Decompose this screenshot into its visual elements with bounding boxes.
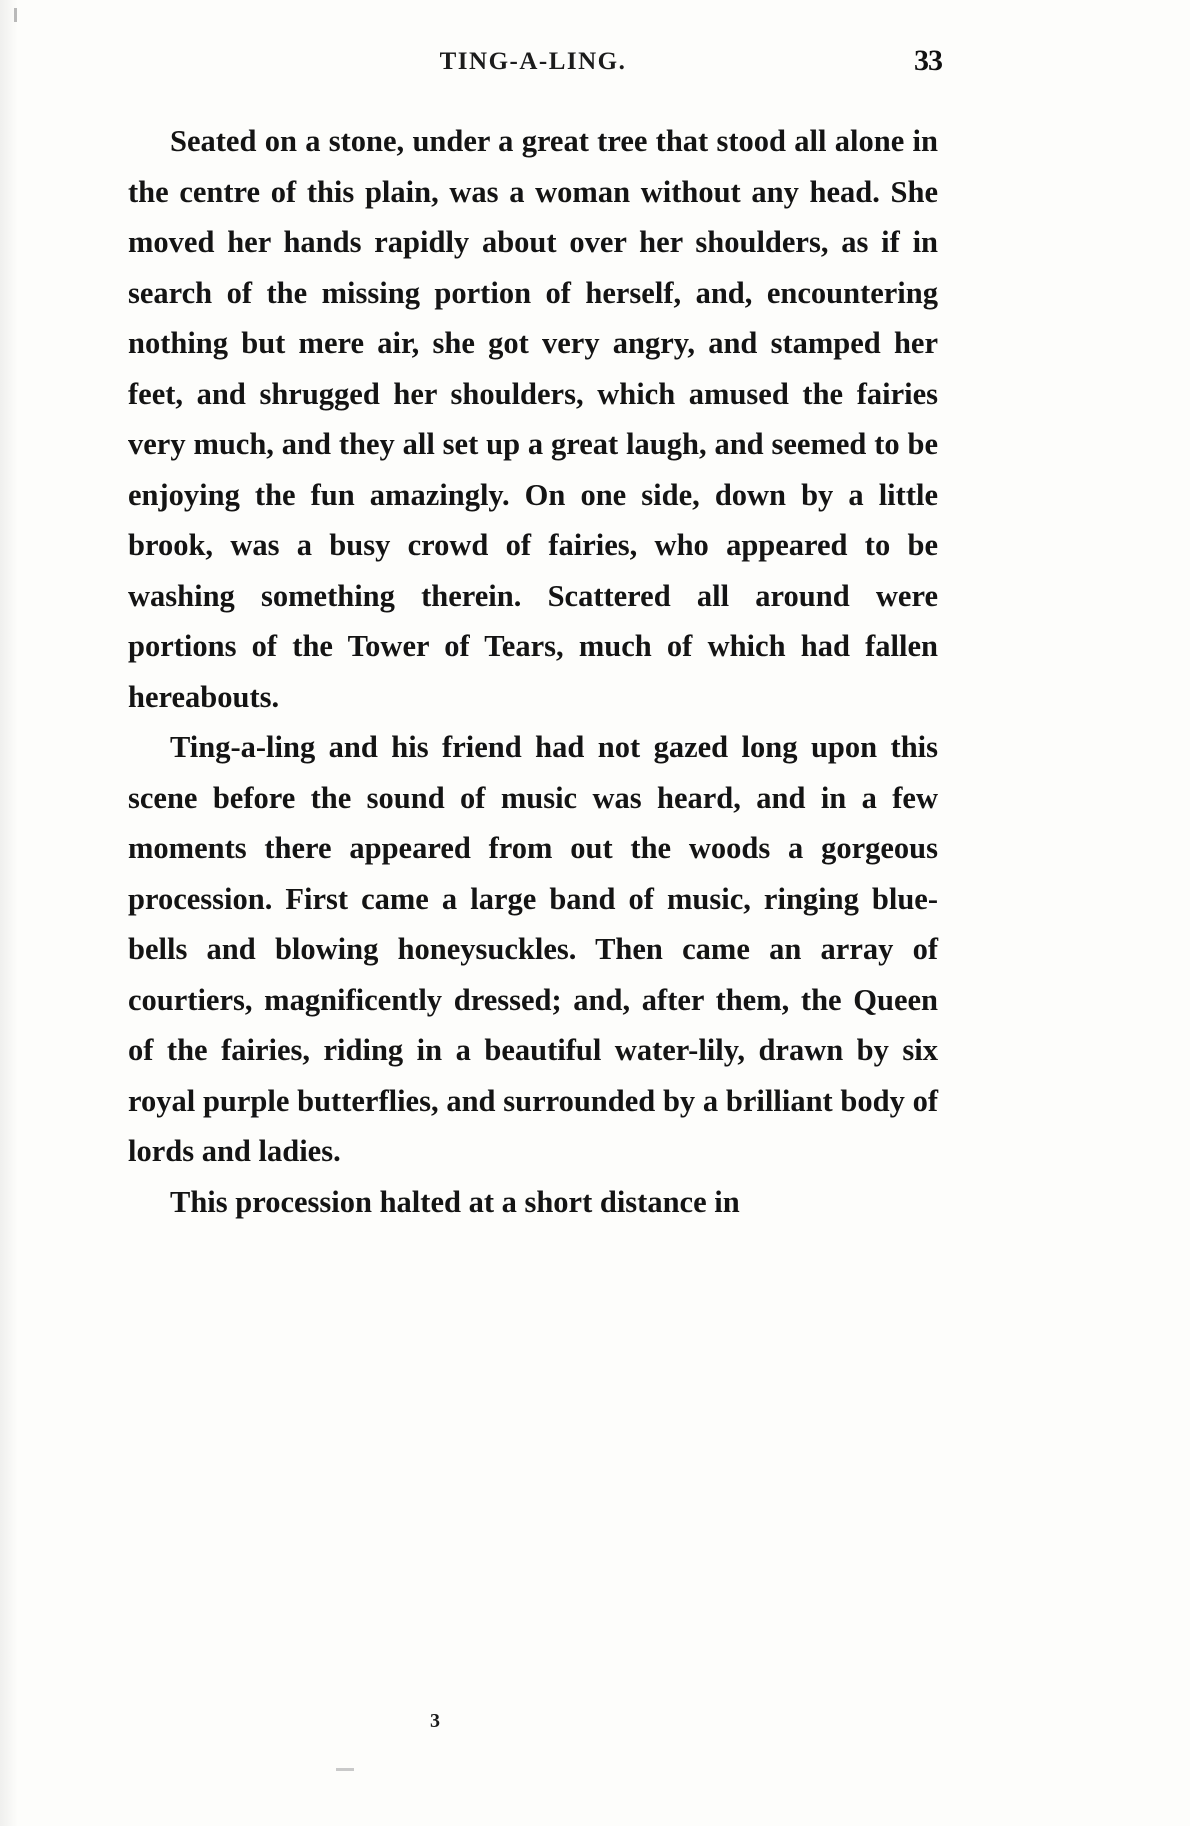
running-head-title: TING-A-LING. <box>439 48 627 75</box>
scan-artifact-bottom <box>336 1768 354 1771</box>
paragraph: This procession halted at a short distance in <box>170 1184 740 1219</box>
paragraph: Ting-a-ling and his friend had not gazed long upon this scene before the sound of music was heard, and in a few moments there appeared from out the woods a gorgeous procession. First came a large band of music, ringing blue-bells and blowing honeysuckles. Then came an array of courtiers, magnificently dressed; and, after them, the Queen of the fairies, riding in a beautiful water-lily, drawn by six royal purple butterflies, and surrounded by a brilliant body of lords and ladies. <box>128 730 938 1168</box>
signature-mark: 3 <box>430 1710 440 1732</box>
page-header <box>128 44 942 94</box>
scan-artifact-top <box>14 8 17 22</box>
scan-edge-shadow <box>0 0 18 1826</box>
paragraph: Seated on a stone, under a great tree that stood all alone in the centre of this plain, was a woman without any head. She moved her hands rapidly about over her shoulders, as if in search of the missing portion of herself, and, encountering nothing but mere air, she got very angry, and stamped her feet, and shrugged her shoulders, which amused the fairies very much, and they all set up a great laugh, and seemed to be enjoying the fun amazingly. On one side, down by a little brook, was a busy crowd of fairies, who appeared to be washing something therein. Scattered all around were portions of the Tower of Tears, much of which had fallen hereabouts. <box>128 124 938 714</box>
page-number: 33 <box>914 44 942 77</box>
page-content <box>128 44 942 1227</box>
body-text <box>128 116 938 1227</box>
